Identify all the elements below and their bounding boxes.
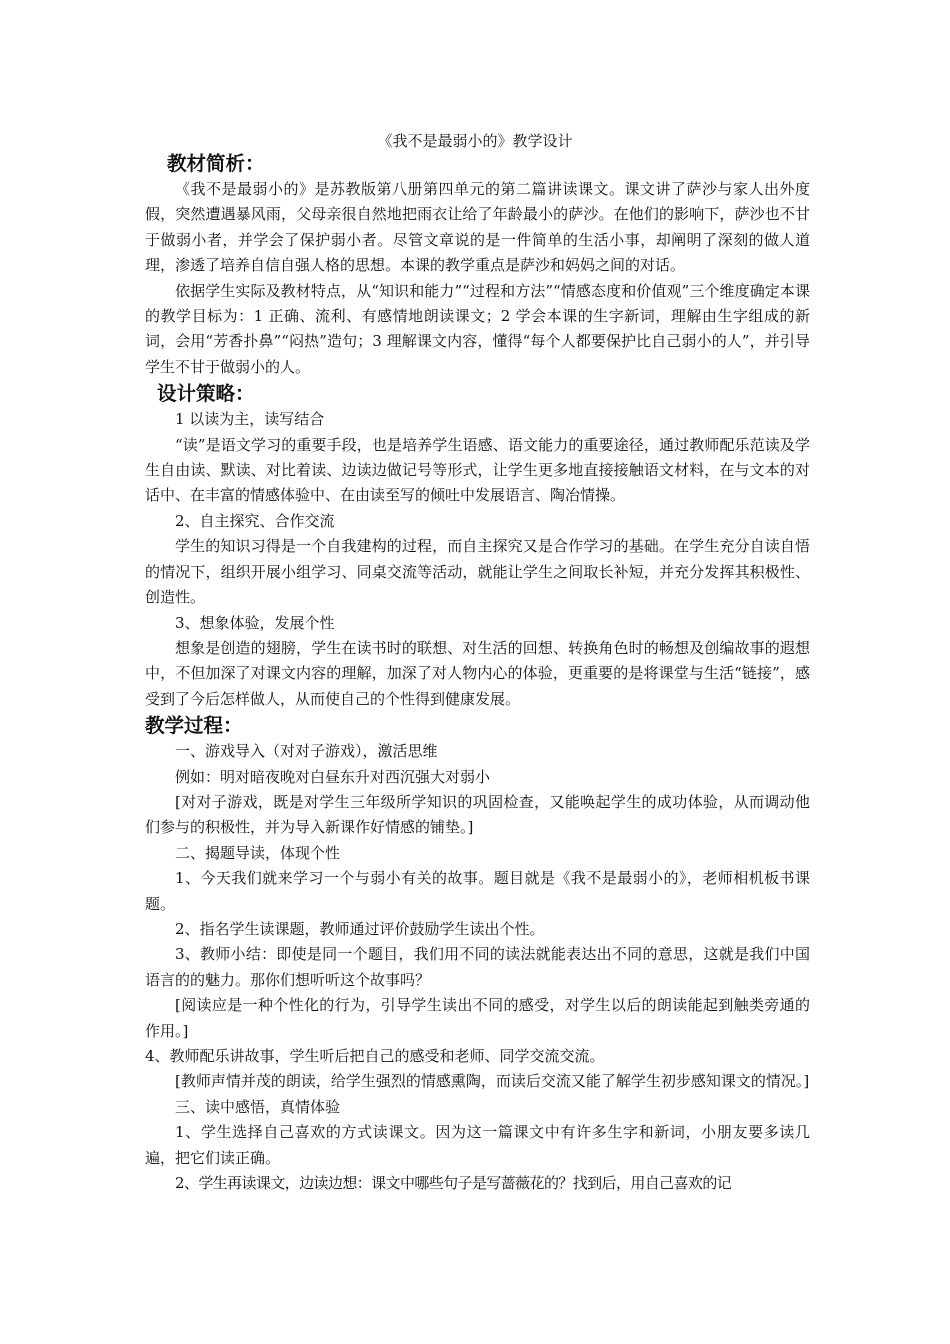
paragraph: 学生的知识习得是一个自我建构的过程，而自主探究又是合作学习的基础。在学生充分自读自悟的情况下，组织开展小组学习、同桌交流等活动，就能让学生之间取长补短，并充分发挥其积极性、创造性。 [145,537,810,607]
document-title: 《我不是最弱小的》教学设计 [377,132,573,150]
paragraph: [对对子游戏，既是对学生三年级所学知识的巩固检查，又能唤起学生的成功体验，从而调动他们参与的积极性，并为导入新课作好情感的铺垫。] [145,792,810,837]
paragraph: 一、游戏导入（对对子游戏），激活思维 [175,742,438,761]
paragraph: 例如：明对暗夜晚对白昼东升对西沉强大对弱小 [175,767,491,786]
section-heading-analysis: 教材简析： [167,152,265,175]
section-heading-process: 教学过程： [145,714,243,738]
section-heading-strategy: 设计策略： [157,382,255,406]
paragraph: [教师声情并茂的朗读，给学生强烈的情感熏陶，而读后交流又能了解学生初步感知课文的情况。] [175,1072,810,1091]
paragraph: 《我不是最弱小的》是苏教版第八册第四单元的第二篇讲读课文。课文讲了萨沙与家人出外度假，突然遭遇暴风雨，父母亲很自然地把雨衣让给了年龄最小的萨沙。在他们的影响下，萨沙也不甘于做弱小者，并学会了保护弱小者。尽管文章说的是一件简单的生活小事，却阐明了深刻的做人道理，渗透了培养自信自强人格的思想。本课的教学重点是萨沙和妈妈之间的对话。 [145,180,810,275]
paragraph: “读”是语文学习的重要手段，也是培养学生语感、语文能力的重要途径，通过教师配乐范读及学生自由读、默读、对比着读、边读边做记号等形式，让学生更多地直接接触语文材料，在与文本的对话中、在丰富的情感体验中、在由读至写的倾吐中发展语言、陶冶情操。 [145,435,810,505]
paragraph: 想象是创造的翅膀，学生在读书时的联想、对生活的回想、转换角色时的畅想及创编故事的遐想中，不但加深了对课文内容的理解，加深了对人物内心的体验，更重要的是将课堂与生活“链接”，感受到了今后怎样做人，从而使自己的个性得到健康发展。 [145,638,810,708]
paragraph: 3、教师小结：即使是同一个题目，我们用不同的读法就能表达出不同的意思，这就是我们中国语言的的魅力。那你们想听听这个故事吗？ [145,945,810,989]
paragraph: 2、指名学生读课题，教师通过评价鼓励学生读出个性。 [175,919,545,938]
paragraph: 1、学生选择自己喜欢的方式读课文。因为这一篇课文中有许多生字和新词，小朋友要多读几遍，把它们读正确。 [145,1123,810,1167]
document-body [145,150,810,1196]
paragraph: [阅读应是一种个性化的行为，引导学生读出不同的感受，对学生以后的朗读能起到触类旁通的作用。] [145,996,810,1040]
paragraph: 三、读中感悟，真情体验 [175,1097,341,1116]
paragraph: 3、想象体验，发展个性 [175,613,335,632]
paragraph: 4、教师配乐讲故事，学生听后把自己的感受和老师、同学交流交流。 [145,1047,605,1065]
paragraph: 依据学生实际及教材特点，从“知识和能力”“过程和方法”“情感态度和价值观”三个维度确定本课的教学目标为：1 正确、流利、有感情地朗读课文；2 学会本课的生字新词，理解由生字组成的新词，会用“芳香扑鼻”“闷热”造句；3 理解课文内容，懂得“每个人都要保护比自己弱小的人”，并引导学生不甘于做弱小的人。 [145,281,810,376]
paragraph: 2、自主探究、合作交流 [175,511,335,530]
paragraph: 1、今天我们就来学习一个与弱小有关的故事。题目就是《我不是最弱小的》，老师相机板书课题。 [145,869,810,913]
paragraph: 1 以读为主，读写结合 [175,410,325,429]
paragraph: 2、学生再读课文，边读边想：课文中哪些句子是写蔷薇花的？找到后，用自己喜欢的记 [175,1174,732,1193]
paragraph: 二、揭题导读，体现个性 [175,843,341,862]
